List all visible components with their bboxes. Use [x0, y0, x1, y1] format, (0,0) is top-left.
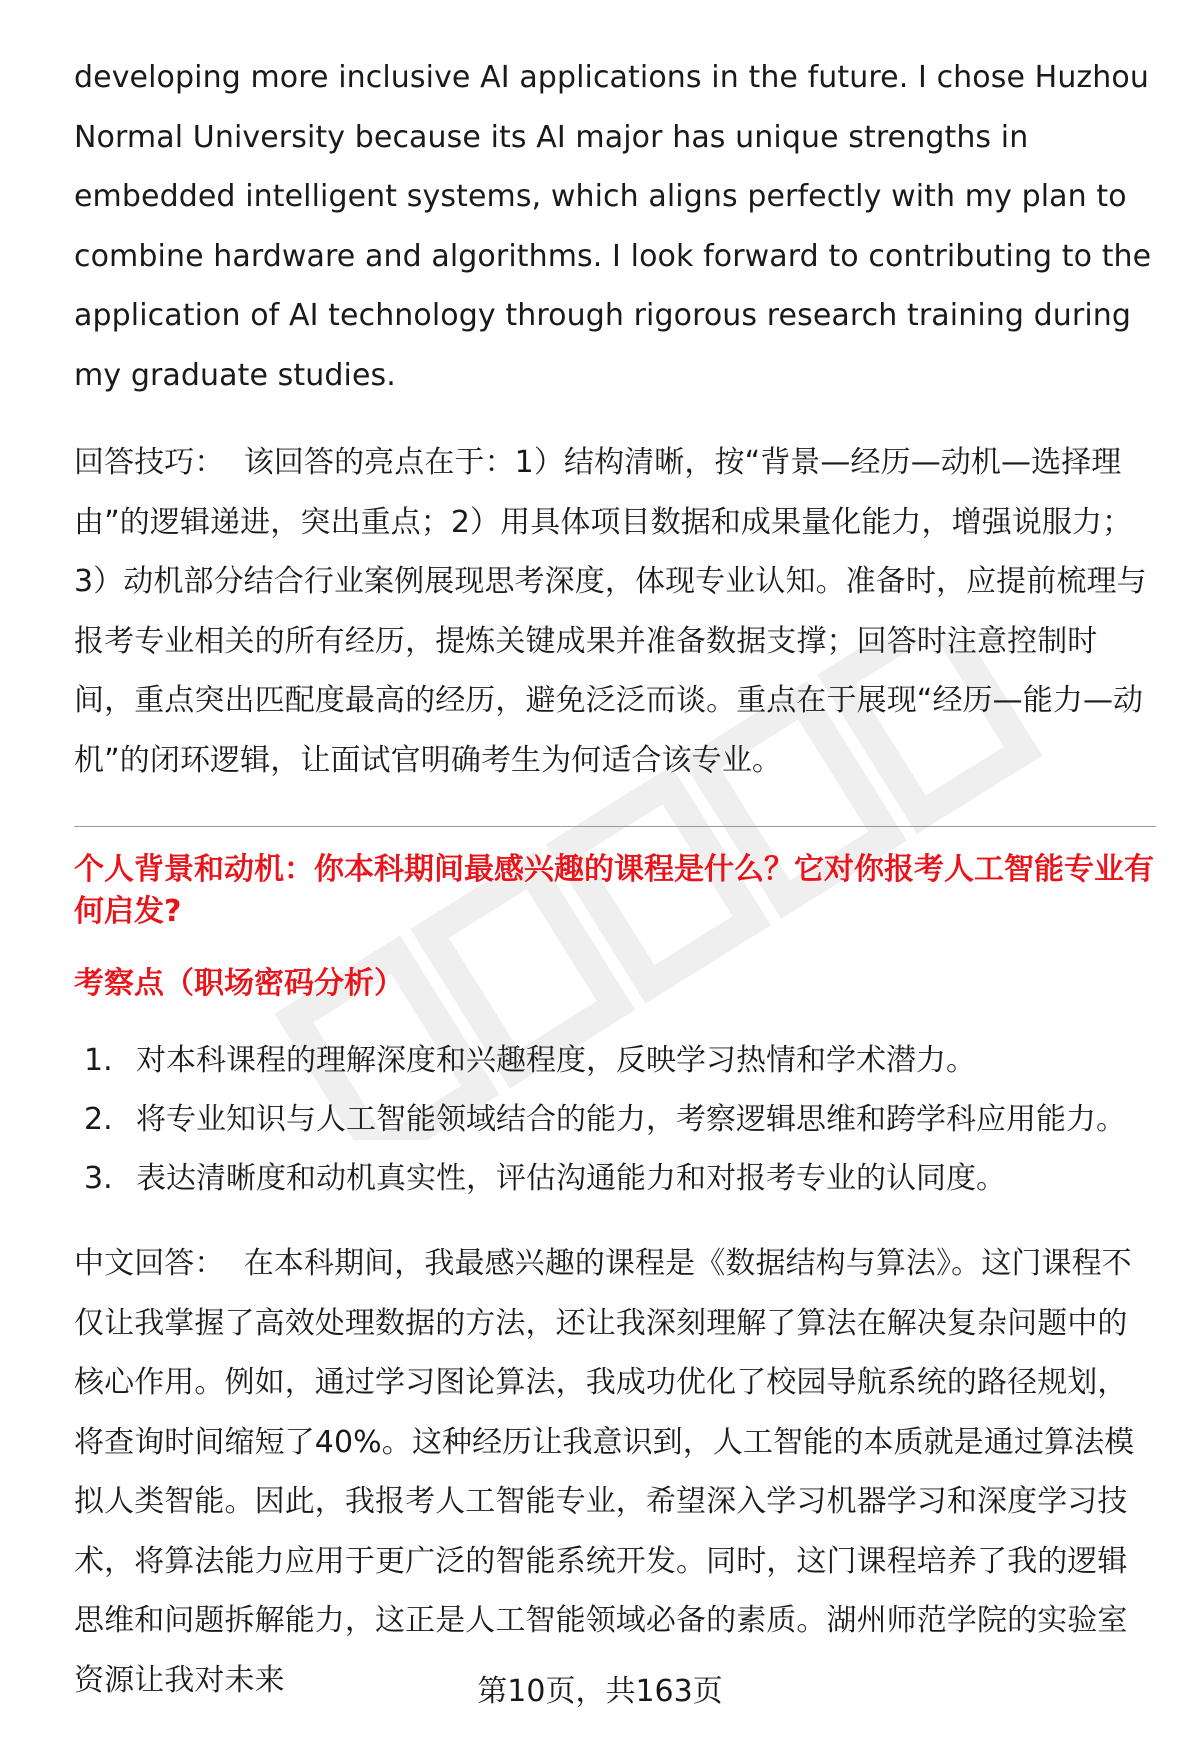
question-heading: 个人背景和动机：你本科期间最感兴趣的课程是什么？它对你报考人工智能专业有何启发?: [74, 852, 1154, 929]
chinese-answer-text: 在本科期间，我最感兴趣的课程是《数据结构与算法》。这门课程不仅让我掌握了高效处理数据的方法，还让我深刻理解了算法在解决复杂问题中的核心作用。例如，通过学习图论算法，我成功优化了校园导航系统的路径规划，将查询时间缩短了40%。这种经历让我意识到，人工智能的本质就是通过算法模拟人类智能。因此，我报考人工智能专业，希望深入学习机器学习和深度学习技术，将算法能力应用于更广泛的智能系统开发。同时，这门课程培养了我的逻辑思维和问题拆解能力，这正是人工智能领域必备的素质。湖州师范学院的实验室资源让我对未来: [74, 1246, 1135, 1698]
assessment-points: [74, 1031, 1154, 1208]
point-text: 将专业知识与人工智能领域结合的能力，考察逻辑思维和跨学科应用能力。: [136, 1102, 1126, 1137]
answer-tips-label: 回答技巧：: [74, 445, 225, 480]
assessment-heading: 考察点（职场密码分析）: [74, 966, 404, 1001]
chinese-answer: [74, 1234, 1154, 1710]
page-footer: 第10页，共163页: [477, 1674, 723, 1709]
point-number: 3.: [84, 1161, 113, 1196]
chinese-answer-label: 中文回答：: [74, 1246, 225, 1281]
answer-tips: [74, 433, 1154, 790]
point-number: 2.: [84, 1102, 113, 1137]
assessment-point: [74, 1149, 1154, 1208]
answer-tips-text: 该回答的亮点在于：1）结构清晰，按“背景—经历—动机—选择理由”的逻辑递进，突出重点；2）用具体项目数据和成果量化能力，增强说服力；3）动机部分结合行业案例展现思考深度，体现专业认知。准备时，应提前梳理与报考专业相关的所有经历，提炼关键成果并准备数据支撑；回答时注意控制时间，重点突出匹配度最高的经历，避免泛泛而谈。重点在于展现“经历—能力—动机”的闭环逻辑，让面试官明确考生为何适合该专业。: [74, 445, 1147, 778]
english-answer-continued: developing more inclusive AI applications in the future. I chose Huzhou Normal University because its AI major has unique strengths in embedded intelligent systems, which aligns perfectly with my plan to combine hardware and algorithms. I look forward to contributing to the application of AI technology through rigorous research training during my graduate studies.: [74, 60, 1152, 393]
section-divider: [74, 826, 1156, 827]
assessment-point: [74, 1090, 1154, 1149]
point-text: 对本科课程的理解深度和兴趣程度，反映学习热情和学术潜力。: [136, 1043, 976, 1078]
document-page: [74, 48, 1154, 1710]
assessment-point: [74, 1031, 1154, 1090]
point-number: 1.: [84, 1043, 113, 1078]
point-text: 表达清晰度和动机真实性，评估沟通能力和对报考专业的认同度。: [136, 1161, 1006, 1196]
